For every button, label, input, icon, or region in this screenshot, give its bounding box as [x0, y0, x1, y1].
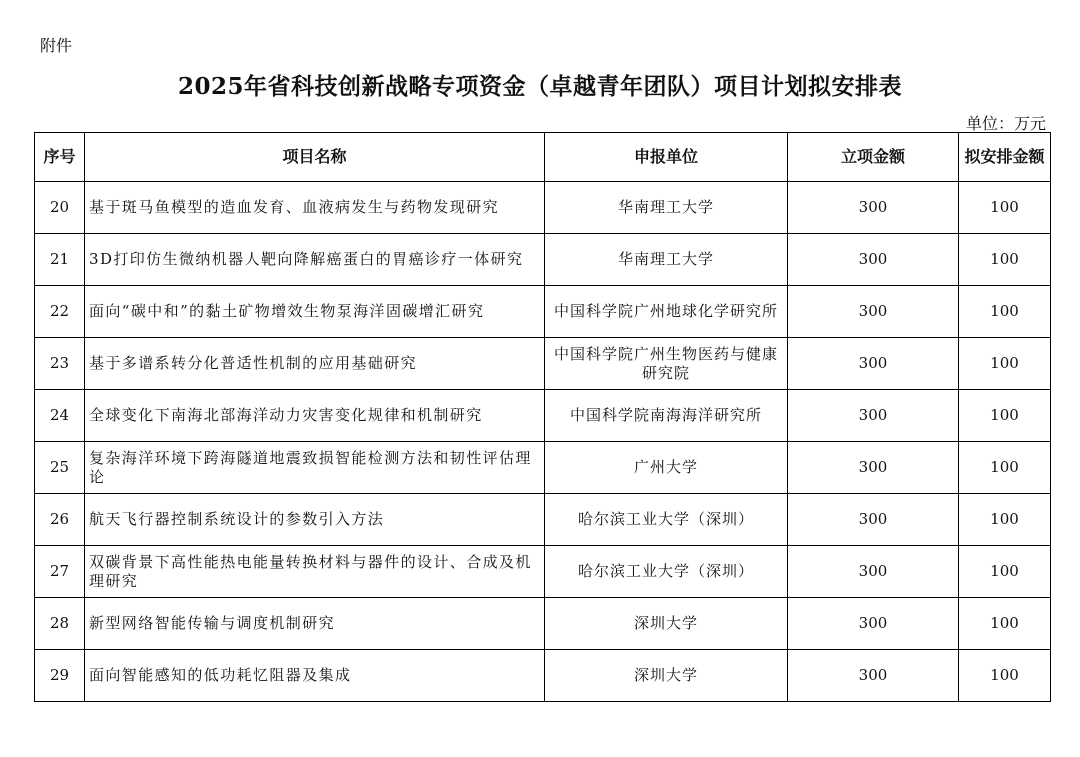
- cell-approved-amount: 300: [788, 390, 959, 442]
- cell-serial-number: 23: [35, 338, 85, 390]
- table-header-row: [35, 133, 1051, 182]
- cell-planned-amount: 100: [959, 650, 1051, 702]
- cell-planned-amount: 100: [959, 338, 1051, 390]
- cell-project-name: 新型网络智能传输与调度机制研究: [85, 598, 545, 650]
- cell-project-name: 3D打印仿生微纳机器人靶向降解癌蛋白的胃癌诊疗一体研究: [85, 234, 545, 286]
- cell-project-name: 基于多谱系转分化普适性机制的应用基础研究: [85, 338, 545, 390]
- cell-serial-number: 26: [35, 494, 85, 546]
- table-row: [35, 182, 1051, 234]
- cell-approved-amount: 300: [788, 286, 959, 338]
- table-row: [35, 598, 1051, 650]
- cell-applicant-unit: 哈尔滨工业大学（深圳）: [545, 546, 788, 598]
- cell-applicant-unit: 华南理工大学: [545, 234, 788, 286]
- table-row: [35, 390, 1051, 442]
- cell-applicant-unit: 哈尔滨工业大学（深圳）: [545, 494, 788, 546]
- cell-planned-amount: 100: [959, 442, 1051, 494]
- header-serial-number: 序号: [35, 133, 85, 182]
- table-row: [35, 286, 1051, 338]
- cell-planned-amount: 100: [959, 598, 1051, 650]
- cell-project-name: 航天飞行器控制系统设计的参数引入方法: [85, 494, 545, 546]
- table-row: [35, 494, 1051, 546]
- cell-project-name: 基于斑马鱼模型的造血发育、血液病发生与药物发现研究: [85, 182, 545, 234]
- cell-project-name: 全球变化下南海北部海洋动力灾害变化规律和机制研究: [85, 390, 545, 442]
- document-title: 2025年省科技创新战略专项资金（卓越青年团队）项目计划拟安排表: [177, 73, 902, 100]
- table-row: [35, 650, 1051, 702]
- header-approved-amount: 立项金额: [788, 133, 959, 182]
- cell-applicant-unit: 华南理工大学: [545, 182, 788, 234]
- header-project-name: 项目名称: [85, 133, 545, 182]
- cell-approved-amount: 300: [788, 546, 959, 598]
- cell-serial-number: 20: [35, 182, 85, 234]
- cell-approved-amount: 300: [788, 182, 959, 234]
- table-row: [35, 338, 1051, 390]
- cell-planned-amount: 100: [959, 494, 1051, 546]
- cell-approved-amount: 300: [788, 650, 959, 702]
- cell-project-name: 面向智能感知的低功耗忆阻器及集成: [85, 650, 545, 702]
- cell-approved-amount: 300: [788, 234, 959, 286]
- cell-applicant-unit: 深圳大学: [545, 598, 788, 650]
- table-row: [35, 442, 1051, 494]
- cell-serial-number: 24: [35, 390, 85, 442]
- cell-project-name: 复杂海洋环境下跨海隧道地震致损智能检测方法和韧性评估理论: [85, 442, 545, 494]
- table-row: [35, 234, 1051, 286]
- cell-approved-amount: 300: [788, 598, 959, 650]
- cell-planned-amount: 100: [959, 234, 1051, 286]
- cell-applicant-unit: 中国科学院广州生物医药与健康研究院: [545, 338, 788, 390]
- cell-approved-amount: 300: [788, 338, 959, 390]
- header-planned-amount: 拟安排金额: [959, 133, 1051, 182]
- cell-approved-amount: 300: [788, 494, 959, 546]
- cell-planned-amount: 100: [959, 390, 1051, 442]
- project-plan-table: [34, 132, 1051, 702]
- cell-serial-number: 22: [35, 286, 85, 338]
- cell-project-name: 面向“碳中和”的黏土矿物增效生物泵海洋固碳增汇研究: [85, 286, 545, 338]
- cell-applicant-unit: 中国科学院南海海洋研究所: [545, 390, 788, 442]
- unit-label: 单位：万元: [965, 114, 1046, 133]
- cell-serial-number: 21: [35, 234, 85, 286]
- table-row: [35, 546, 1051, 598]
- attachment-label: 附件: [40, 36, 73, 55]
- cell-serial-number: 25: [35, 442, 85, 494]
- cell-planned-amount: 100: [959, 546, 1051, 598]
- cell-approved-amount: 300: [788, 442, 959, 494]
- cell-applicant-unit: 中国科学院广州地球化学研究所: [545, 286, 788, 338]
- cell-project-name: 双碳背景下高性能热电能量转换材料与器件的设计、合成及机理研究: [85, 546, 545, 598]
- header-applicant-unit: 申报单位: [545, 133, 788, 182]
- cell-serial-number: 27: [35, 546, 85, 598]
- cell-planned-amount: 100: [959, 182, 1051, 234]
- cell-serial-number: 29: [35, 650, 85, 702]
- cell-serial-number: 28: [35, 598, 85, 650]
- cell-planned-amount: 100: [959, 286, 1051, 338]
- cell-applicant-unit: 广州大学: [545, 442, 788, 494]
- cell-applicant-unit: 深圳大学: [545, 650, 788, 702]
